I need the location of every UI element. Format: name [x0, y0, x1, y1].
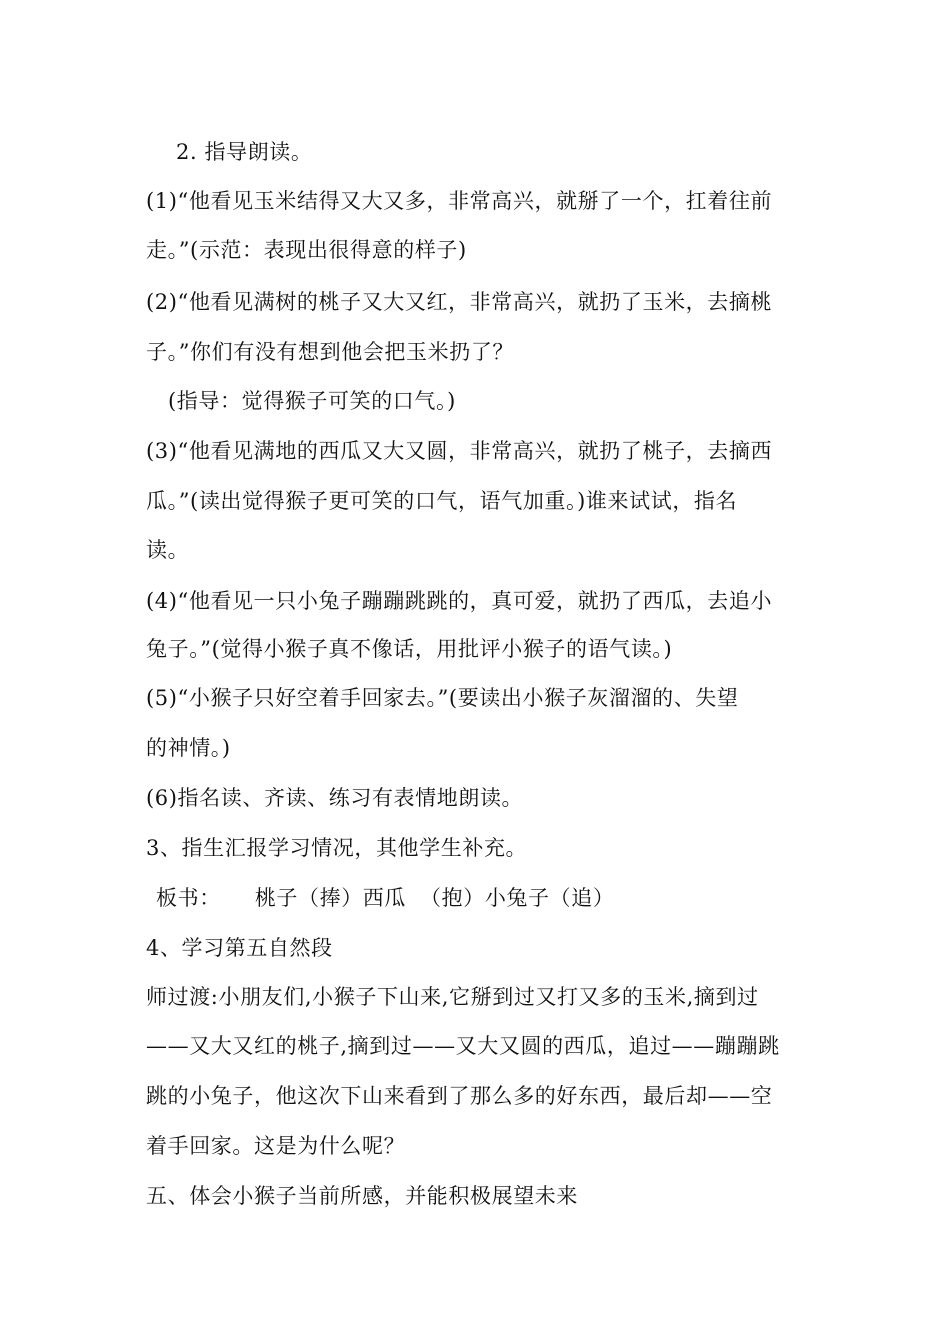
text-line: 师过渡:小朋友们,小猴子下山来,它掰到过又打又多的玉米,摘到过: [146, 985, 759, 1009]
text-line: 4、学习第五自然段: [146, 936, 333, 960]
text-line: ——又大又红的桃子,摘到过——又大又圆的西瓜，追过——蹦蹦跳: [146, 1034, 780, 1058]
blackboard-item: 桃子（捧）西瓜: [254, 886, 407, 910]
text-line: 跳的小兔子，他这次下山来看到了那么多的好东西，最后却——空: [146, 1084, 773, 1108]
text-line: (5)“小猴子只好空着手回家去。”(要读出小猴子灰溜溜的、失望: [146, 686, 739, 710]
blackboard-item: （抱）小兔子（追）: [420, 886, 615, 910]
text-line: 着手回家。这是为什么呢？: [146, 1134, 406, 1158]
text-line: 兔子。”(觉得小猴子真不像话，用批评小猴子的语气读。): [146, 637, 673, 661]
text-line: 走。”(示范：表现出很得意的样子): [146, 238, 467, 262]
text-line: (3)“他看见满地的西瓜又大又圆，非常高兴，就扔了桃子，去摘西: [146, 439, 773, 463]
text-line: 3、指生汇报学习情况，其他学生补充。: [146, 836, 528, 860]
text-line: 的神情。): [146, 736, 231, 760]
blackboard-line: [156, 884, 614, 912]
text-line: (6)指名读、齐读、练习有表情地朗读。: [146, 786, 524, 810]
text-line: (指导：觉得猴子可笑的口气。): [168, 389, 456, 413]
section-heading: 五、体会小猴子当前所感，并能积极展望未来: [146, 1184, 578, 1208]
text-line: 瓜。”(读出觉得猴子更可笑的口气，语气加重。)谁来试试，指名: [146, 489, 738, 513]
text-line: 2. 指导朗读。: [176, 140, 313, 164]
text-line: 子。”你们有没有想到他会把玉米扔了？: [146, 340, 515, 364]
blackboard-label: 板书：: [156, 886, 221, 910]
text-line: (1)“他看见玉米结得又大又多，非常高兴，就掰了一个，扛着往前: [146, 189, 773, 213]
text-line: (4)“他看见一只小兔子蹦蹦跳跳的，真可爱，就扔了西瓜，去追小: [146, 589, 773, 613]
text-line: 读。: [146, 538, 190, 562]
text-line: (2)“他看见满树的桃子又大又红，非常高兴，就扔了玉米，去摘桃: [146, 290, 773, 314]
